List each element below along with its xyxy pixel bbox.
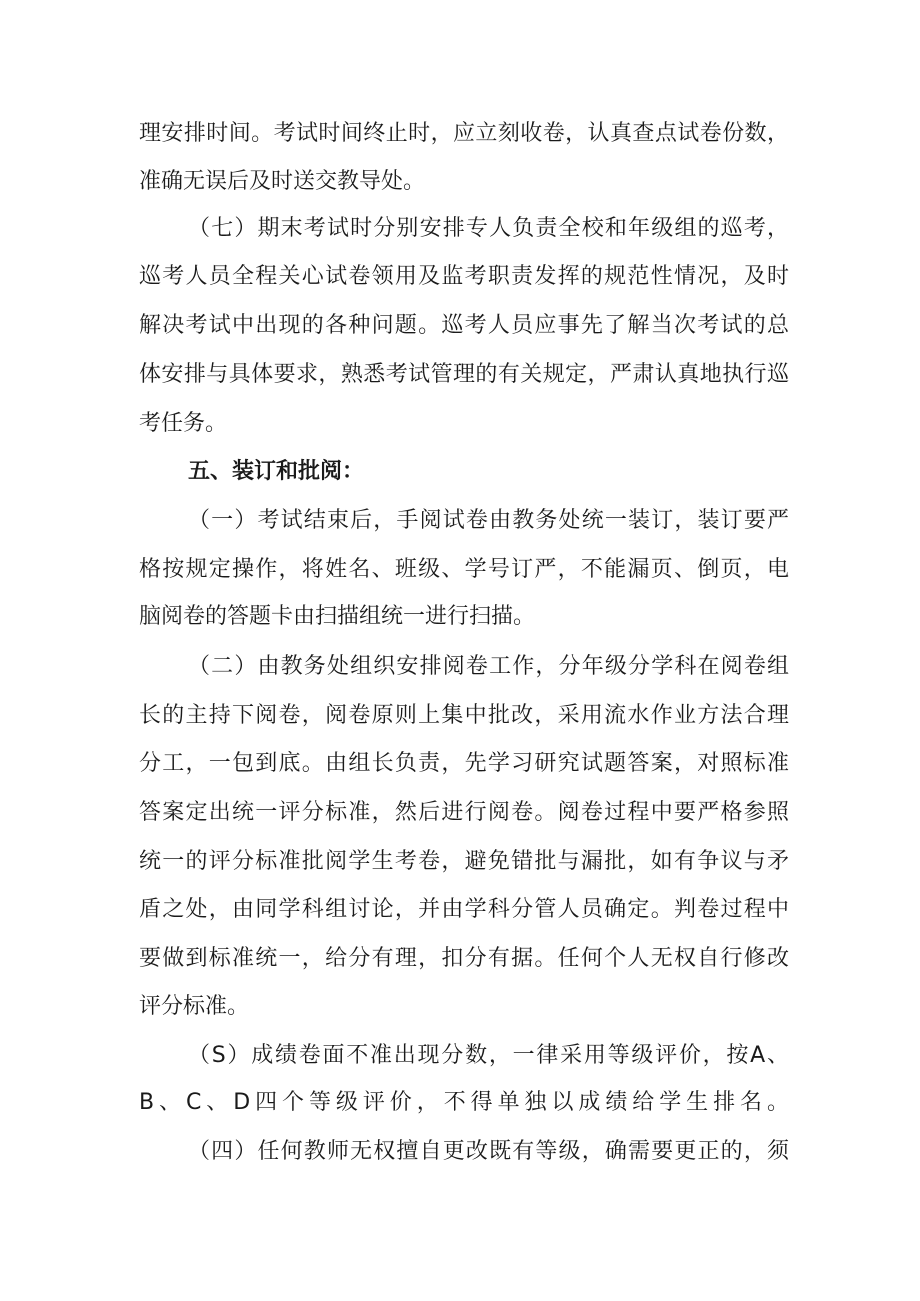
text-line: 盾之处，由同学科组讨论，并由学科分管人员确定。判卷过程中	[139, 897, 789, 922]
text-line: 考任务。	[139, 411, 228, 436]
text-line: 要做到标准统一，给分有理，扣分有据。任何个人无权自行修改	[139, 946, 789, 971]
text-line: 格按规定操作，将姓名、班级、学号订严，不能漏页、倒页，电	[139, 557, 789, 582]
text-line: B、C、D四个等级评价，不得单独以成绩给学生排名。	[139, 1090, 789, 1115]
text-line: （七）期末考试时分别安排专人负责全校和年级组的巡考，	[188, 216, 789, 241]
section-heading: 五、装订和批阅：	[188, 459, 365, 484]
text-line: 准确无误后及时送交教导处。	[139, 169, 426, 194]
text-line: 体安排与具体要求，熟悉考试管理的有关规定，严肃认真地执行巡	[139, 362, 789, 387]
text-line: 分工，一包到底。由组长负责，先学习研究试题答案，对照标准	[139, 751, 789, 776]
text-line: （一）考试结束后，手阅试卷由教务处统一装订，装订要严	[188, 508, 789, 533]
text-line: 脑阅卷的答题卡由扫描组统一进行扫描。	[139, 604, 536, 629]
text-line: （S）成绩卷面不准出现分数，一律采用等级评价，按A、	[188, 1043, 789, 1068]
text-line: 统一的评分标准批阅学生考卷，避免错批与漏批，如有争议与矛	[139, 849, 789, 874]
text-line: （二）由教务处组织安排阅卷工作，分年级分学科在阅卷组	[188, 654, 789, 679]
text-line: 长的主持下阅卷，阅卷原则上集中批改，采用流水作业方法合理	[139, 703, 789, 728]
text-line: 巡考人员全程关心试卷领用及监考职责发挥的规范性情况，及时	[139, 264, 789, 289]
text-line: 解决考试中出现的各种问题。巡考人员应事先了解当次考试的总	[139, 313, 789, 338]
text-line: 答案定出统一评分标准，然后进行阅卷。阅卷过程中要严格参照	[139, 800, 789, 825]
text-line: 理安排时间。考试时间终止时，应立刻收卷，认真查点试卷份数，	[139, 121, 789, 146]
text-line: （四）任何教师无权擅自更改既有等级，确需要更正的，须	[188, 1139, 789, 1164]
text-line: 评分标准。	[139, 994, 250, 1019]
